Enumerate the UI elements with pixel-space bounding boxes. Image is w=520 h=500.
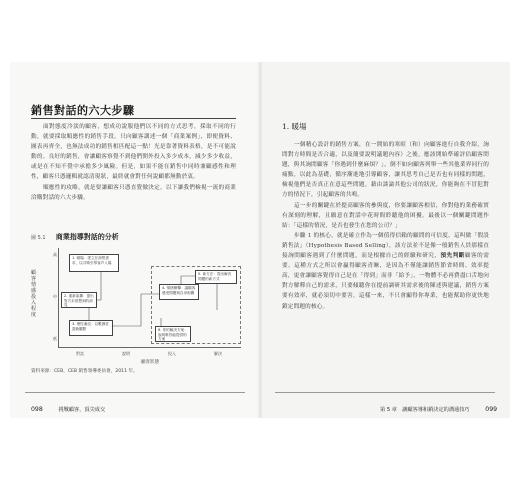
flowchart-step-box: 1. 暖場：建立在洞察需求，以共鳴引導客戶入場 bbox=[69, 254, 119, 272]
left-body-text bbox=[31, 122, 236, 203]
section-rule bbox=[31, 118, 236, 119]
book-gutter bbox=[257, 62, 263, 418]
figure-caption bbox=[31, 232, 119, 242]
x-tick-label: 投入 bbox=[168, 351, 176, 356]
paragraph: 一個精心設計的銷售方案，在一開始的寒暄（和）向顧客進行自我介紹，詢問對方時間是否合適，以及簡要說明議題內容）之後，應該開始準確評估顧客問題，與其詢問顧客「你遇到什麼麻煩？」，倒不如向顧客列舉一些其他業界同行的痛點，以此為基礎，循序漸進地引導顧客，讓其思考自己是否也有同樣的問題，檢視他們是否真正在意這些問題。藉由談論其他公司的狀況，你能夠在不冒犯對方的情況下，引起顧客的共鳴。 bbox=[282, 142, 489, 199]
left-page bbox=[10, 62, 260, 418]
running-head: 第 5 章 讓顧客導和銷決定的溝通技巧 bbox=[380, 407, 470, 413]
emphasis-text: 預先判斷 bbox=[440, 253, 465, 260]
flowchart-step-box: 3. 理性淹沒：以數據佐證新觀點 bbox=[69, 320, 113, 336]
step-title: 1. 暖場 bbox=[282, 122, 307, 131]
left-folio bbox=[31, 406, 105, 413]
y-tick-label: 低 bbox=[53, 336, 57, 341]
running-head: 挑戰顧客，頂尖成交 bbox=[58, 407, 106, 413]
footer-rule bbox=[25, 392, 245, 393]
right-page bbox=[260, 62, 510, 418]
chart-y-label: 顧客情感投入程度 bbox=[31, 270, 37, 318]
flowchart-step-box: 2. 重新架構：提出對方未曾想到的洞見 bbox=[61, 292, 97, 308]
flowchart-step-box: 6. 你的解決方案：說明唯你能提供的方案 bbox=[155, 326, 191, 342]
right-folio bbox=[380, 406, 497, 413]
section-title: 銷售對話的六大步驟 bbox=[31, 104, 135, 117]
book-spread bbox=[10, 62, 510, 418]
paragraph: 這一步的關鍵在於提高顧客的參與度，你要讓顧客相信，你對他的業務確實有深刻的理解，且願意在對話中花時間聆聽他的困擾。最後以一個關鍵問題作結：「這樣的情況，是否也發生在您的公司？」 bbox=[282, 202, 489, 229]
flowchart-step-box: 5. 新方法：提出解決問題的新方式 bbox=[195, 270, 237, 284]
right-body-text bbox=[282, 140, 489, 312]
paragraph: 面對態度冷淡的顧客，想成功說服他們以不同的方式思考，採取不同的行動，就要採取順應性的銷售手段。只向顧客講述一個「商業案例」，即便資料、圖表再齊全，也無法成功的銷售相匹配這一點！光是靠著資料表格，是不可能說動的。良好的銷售，會讓顧客察覺不到他們開外投入多少成本，減少多少收益，或是在不知不覺中承擔多少風險。但是，如果不能在銷售中同時兼顧感性和理性，顧客只憑邏輯就認清現狀，最終就會對任何說顧都無動於衷。 bbox=[31, 124, 236, 181]
figure-source: 資料來源：CEB，CEB 銷售領導委員會，2011 年。 bbox=[31, 369, 138, 374]
figure-number: 圖 5.1 bbox=[31, 235, 46, 241]
x-tick-label: 對話 bbox=[76, 351, 84, 356]
paragraph: 順應性的攻略，就是要讓顧客只憑直覺做決定。以下讓我們檢視一流的商業洽購對話的六大步驟。 bbox=[31, 184, 236, 201]
paragraph: 步驟 1 的核心，就是確立作為一個值得信賴的顧問的可信度。這叫做「假設銷售法」（Hypothesis Based Selling），該方法並不是像一般銷售人員那樣直接詢問顧客遇到了什麼問題，而是根據自己的經驗和研究，預先判斷顧客的需要。這種方式之所以會贏得顧客青睞，是因為不僅能讓銷售節省時間、效率提高，更會讓顧客覺得自己是在「得到」而非「給予」，一物體不必再費盡口舌地向對方解釋自己的需求，只要傾聽你在提前調研其需求後的陳述與建議，銷售方案要有效率，就必須切中要害。這樣一來，不只會顯得你專業，也能幫助你更快地鎖定問題的核心。 bbox=[282, 232, 489, 310]
page-number: 099 bbox=[485, 406, 498, 413]
footer-rule bbox=[275, 392, 495, 393]
page-number: 098 bbox=[31, 406, 43, 413]
flowchart bbox=[31, 248, 243, 365]
chart-x-label: 顧客狀態 bbox=[141, 360, 159, 365]
y-tick-label: 高 bbox=[53, 252, 57, 257]
y-tick-label: 中 bbox=[53, 294, 57, 299]
figure-title: 商業指導對話的分析 bbox=[55, 233, 119, 241]
flowchart-step-box: 4. 情緒衝擊：讓顧客感受問題與自身相關 bbox=[159, 284, 199, 300]
x-tick-label: 解決 bbox=[214, 351, 222, 356]
x-tick-label: 說明 bbox=[122, 351, 130, 356]
